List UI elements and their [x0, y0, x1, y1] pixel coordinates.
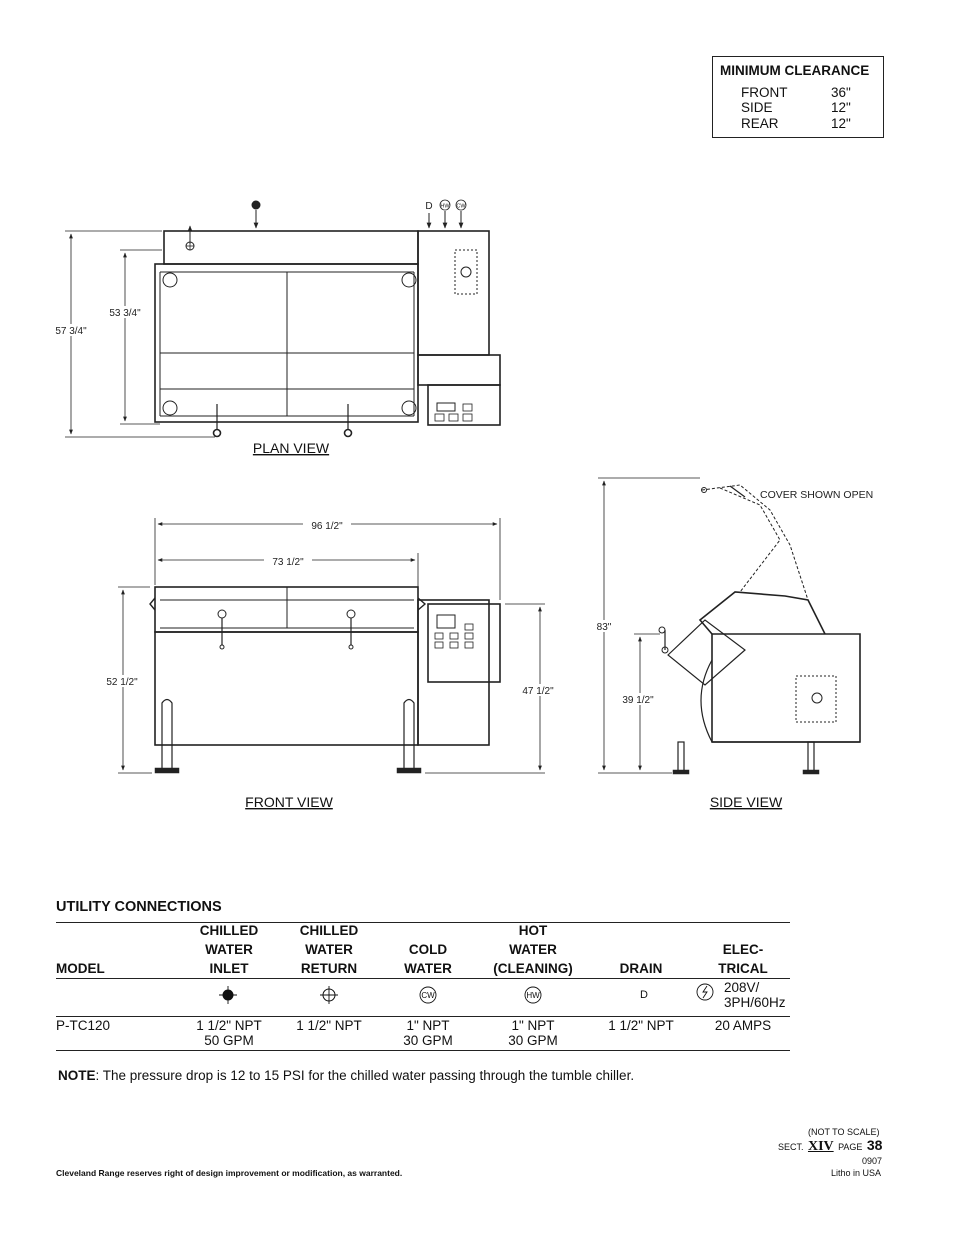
plan-dim-inner-depth: 53 3/4" — [109, 308, 141, 319]
clearance-value: 12" — [831, 116, 851, 131]
front-dim-overall-width: 96 1/2" — [311, 521, 343, 532]
side-view-drawing — [659, 485, 860, 774]
plan-drain-symbol: D — [425, 201, 433, 212]
header-drain: DRAIN — [619, 961, 663, 976]
table-rule-top — [56, 922, 790, 923]
chilled-return-symbol-icon — [317, 985, 341, 1005]
disclaimer: Cleveland Range reserves right of design improvement or modification, as warranted. — [56, 1168, 403, 1178]
header-cold-water: COLD WATER — [404, 942, 452, 976]
front-dim-control-height: 47 1/2" — [522, 686, 554, 697]
litho-note: Litho in USA — [831, 1168, 882, 1178]
front-dim-tank-width: 73 1/2" — [272, 557, 304, 568]
page-number: 38 — [866, 1137, 883, 1153]
chilled-inlet-value: 1 1/2" NPT 50 GPM — [196, 1018, 262, 1048]
doc-code: 0907 — [862, 1156, 883, 1166]
electrical-symbol-icon — [694, 982, 716, 1002]
electrical-voltage: 208V/ 3PH/60Hz — [724, 980, 786, 1010]
chilled-return-value: 1 1/2" NPT — [296, 1018, 362, 1033]
electrical-value: 20 AMPS — [714, 1018, 772, 1033]
svg-text:CW: CW — [421, 991, 435, 1000]
header-chilled-inlet: CHILLED WATER INLET — [199, 923, 259, 976]
front-dim-height: 52 1/2" — [106, 677, 138, 688]
clearance-value: 36" — [831, 85, 851, 100]
model-value: P-TC120 — [56, 1018, 111, 1033]
hot-water-symbol-icon — [522, 985, 544, 1005]
header-chilled-return: CHILLED WATER RETURN — [299, 923, 359, 976]
side-view-cover-note: COVER SHOWN OPEN — [760, 489, 874, 501]
sect-label: SECT. — [778, 1142, 804, 1152]
side-dim-open-height: 83" — [596, 622, 612, 633]
header-electrical: ELEC- TRICAL — [718, 942, 768, 976]
table-rule-header — [56, 978, 790, 979]
not-to-scale: (NOT TO SCALE) — [808, 1127, 880, 1137]
pressure-note — [58, 1068, 634, 1083]
front-view-label: FRONT VIEW — [245, 794, 333, 810]
cold-water-symbol-icon — [417, 985, 439, 1005]
section-page — [778, 1137, 882, 1155]
clearance-label: FRONT — [741, 85, 788, 100]
plan-hot-water-symbol: HW — [440, 203, 450, 210]
table-rule-symbols — [56, 1016, 790, 1017]
front-view-drawing — [150, 587, 500, 773]
clearance-title: MINIMUM CLEARANCE — [720, 63, 870, 78]
drain-value: 1 1/2" NPT — [608, 1018, 674, 1033]
plan-view-label: PLAN VIEW — [252, 440, 330, 456]
note-text: : The pressure drop is 12 to 15 PSI for the chilled water passing through the tumble chiller. — [95, 1068, 635, 1083]
clearance-value: 12" — [831, 100, 851, 115]
plan-dim-depth: 57 3/4" — [55, 326, 87, 337]
sect-value: XIV — [807, 1139, 834, 1154]
clearance-label: REAR — [741, 116, 779, 131]
plan-view-drawing — [155, 200, 500, 437]
utility-connections-title: UTILITY CONNECTIONS — [56, 899, 222, 915]
side-view-label: SIDE VIEW — [709, 794, 783, 810]
chilled-inlet-symbol-icon — [216, 985, 240, 1005]
cold-water-value: 1" NPT 30 GPM — [403, 1018, 453, 1048]
header-hot-water: HOT WATER (CLEANING) — [493, 923, 573, 976]
side-dim-rim-height: 39 1/2" — [622, 695, 654, 706]
note-label: NOTE — [58, 1068, 96, 1083]
header-model: MODEL — [56, 961, 105, 976]
clearance-label: SIDE — [741, 100, 773, 115]
svg-text:HW: HW — [526, 991, 540, 1000]
drain-symbol: D — [640, 989, 648, 1001]
plan-cold-water-symbol: CW — [456, 203, 466, 210]
hot-water-value: 1" NPT 30 GPM — [508, 1018, 558, 1048]
page-label: PAGE — [838, 1142, 863, 1152]
table-rule-bottom — [56, 1050, 790, 1051]
